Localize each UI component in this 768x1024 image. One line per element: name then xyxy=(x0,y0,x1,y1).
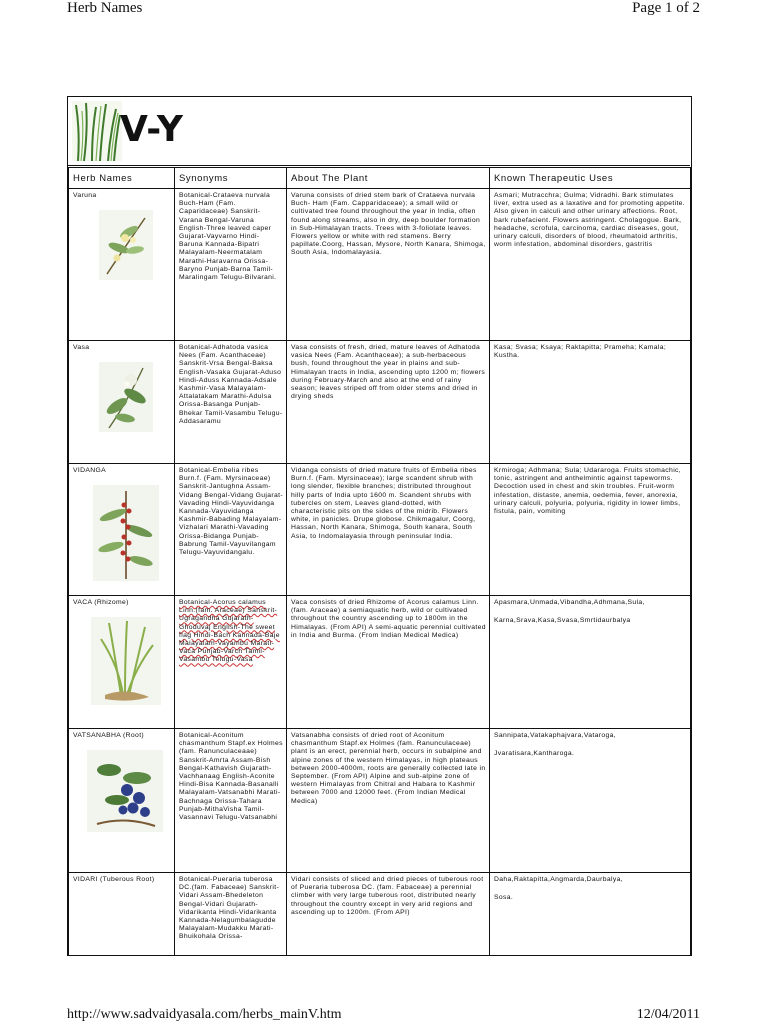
header-title: Herb Names xyxy=(67,0,143,16)
uses-cell xyxy=(490,729,691,873)
uses-text: Sosa. xyxy=(494,894,514,902)
herb-name-cell xyxy=(69,464,175,596)
col-header-about: About The Plant xyxy=(287,168,490,189)
herb-name: Varuna xyxy=(73,192,97,199)
about-cell: Vaca consists of dried Rhizome of Acorus calamus Linn.(fam. Araceae) a semiaquatic herb, wild or cultivated throughout the country ascending up to 1800m in the Himalayas. (From API) A semi-aquatic perennial cultivated in India and Burma. (From Indian Medical Medica) xyxy=(287,596,490,729)
herb-table-frame xyxy=(67,96,692,956)
herb-table xyxy=(68,167,691,956)
uses-text: Jvaratisara,Kantharoga. xyxy=(494,750,575,758)
synonyms-cell: Botanical-Acorus calamus Linn.(fam. Araceae) Sanskrit-Ugragandha Gujarath-Ghoduvaj English-The sweet flag Hindi-Bach Kannada-Baje Malayalam-Vayambu Marati-Vaca Punjab-Varch Tamil-Vasambu Telugu-Vasa xyxy=(175,596,287,729)
herb-name: VIDANGA xyxy=(73,467,107,474)
varuna-plant-image xyxy=(99,210,153,280)
herb-name-cell xyxy=(69,596,175,729)
banner-title: V-Y xyxy=(120,109,184,150)
herb-name: VIDARI (Tuberous Root) xyxy=(73,876,155,883)
uses-text: Krmiroga; Adhmana; Sula; Udararoga. Fruits stomachic, tonic, astringent and anthelmintic against tapeworms. Decoction used in chest and skin troubles. Fruit-worm infestation, distaste, anemia, oedemia, fever, anorexia, urinary calculi, polyuria, polyuria, rigidity in lower limbs, fistula, pain, vomiting xyxy=(494,467,682,516)
about-cell: Vidanga consists of dried mature fruits of Embelia ribes Burn.f. (Fam. Myrsinaceae); large scandent shrub with long slender, flexible branches; distributed throughout hilly parts of India upto 1600 m. Scandent shrubs with tubercles on stem, Leaves gland-dotted, with characteristic pits on the sides of the midrib. Flowers white, in panicles. Drupe globose. Chikmagalur, Coorg, Hassan, North Kanara, Shimoga, South kanara, South Asia, to Indomalayasia through peninsular India. xyxy=(287,464,490,596)
about-cell: Vidari consists of sliced and dried pieces of tuberous root of Pueraria tuberosa DC. (fam. Fabaceae) a perennial climber with very large tuberous root, distributed nearly throughout the country except in very arid regions and ascending up to 1200m. (From API) xyxy=(287,873,490,957)
vidanga-plant-image xyxy=(93,485,159,581)
table-row xyxy=(69,596,691,729)
uses-cell xyxy=(490,189,691,341)
herb-name-cell xyxy=(69,341,175,464)
herb-name: VATSANABHA (Root) xyxy=(73,732,145,739)
uses-text: Daha,Raktapitta,Angmarda,Daurbalya, xyxy=(494,876,623,883)
about-cell: Vasa consists of fresh, dried, mature leaves of Adhatoda vasica Nees (Fam. Acanthaceae); a sub-herbaceous bush, found throughout the year in plains and sub-Himalayan tracts in India, ascending upto 1200 m; flowers during February-March and also at the end of rainy season; leaves striped off from older stems and dried in drying sheds xyxy=(287,341,490,464)
uses-cell xyxy=(490,596,691,729)
table-row xyxy=(69,464,691,596)
synonyms-cell: Botanical-Adhatoda vasica Nees (Fam. Acanthaceae) Sanskrit-Vrsa Bengal-Baksa English-Vasaka Gujarat-Aduso Hindi-Aduss Kannada-Adsale Kashmir-Vasa Malayalam-Attalatakam Marathi-Adulsa Orissa-Basanga Punjab-Bhekar Tamil-Vasambu Telugu-Addasaramu xyxy=(175,341,287,464)
footer-date: 12/04/2011 xyxy=(636,1007,700,1022)
col-header-synonyms: Synonyms xyxy=(175,168,287,189)
uses-cell xyxy=(490,341,691,464)
synonyms-cell: Botanical-Pueraria tuberosa DC.(fam. Fabaceae) Sanskrit-Vidari Assam-Bhedeleton Bengal-Vidari Gujarath-Vidarikanta Hindi-Vidarikanta Kannada-Nelagumbalagudde Malayalam-Mudakku Marati-Bhuikohala Orissa- xyxy=(175,873,287,957)
synonyms-cell: Botanical-Embelia ribes Burn.f. (Fam. Myrsinaceae) Sanskrit-Jantughna Assam-Vidang Bengal-Vidang Gujarat-Vavading Hindi-Vayuvidanga Kannada-Vayuvidanga Kashmir-Babading Malayalam-Vizhalari Marathi-Vavading Orissa-Bidanga Punjab-Babrung Tamil-Vayuvilangam Telugu-Vayuvidangalu. xyxy=(175,464,287,596)
herb-name: VACA (Rhizome) xyxy=(73,599,129,606)
col-header-uses: Known Therapeutic Uses xyxy=(490,168,691,189)
herb-name-cell xyxy=(69,729,175,873)
table-row xyxy=(69,189,691,341)
uses-text: Asmari; Mutracchra; Gulma; Vidradhi. Bark stimulates liver, extra used as a laxative and for promoting appetite. Also given in calculi and other urinary affections. Root, bark rubefacient. Flowers astringent. Cholagogue. Bark, headache, scrofula, carcinoma, cardiac diseases, gout, urinary calculi, disorders of blood, rheumatoid arthritis, worm infestation, abdominal disorders, gastritis xyxy=(494,192,686,249)
herb-name-cell xyxy=(69,189,175,341)
synonyms-cell: Botanical-Aconitum chasmanthum Stapf.ex Holmes (fam. Ranunculaceaae) Sanskrit-Amrta Assam-Bish Bengal-Kathavish Gujarath-Vachhanaag English-Aconite Hindi-Bisa Kannada-Basanalli Malayalam-Vatsanabhi Marati-Bachnaga Orissa-Tahara Punjab-MithaVisha Tamil-Vasannavi Telugu-Vatsanabhi xyxy=(175,729,287,873)
grass-banner-image xyxy=(72,101,122,161)
herb-name: Vasa xyxy=(73,344,90,351)
table-row xyxy=(69,873,691,957)
about-cell: Varuna consists of dried stem bark of Crataeva nurvala Buch- Ham (Fam. Capparidaceae); a small wild or cultivated tree found throughout the year in India, often found along streams, also in dry, deep boulder formation in Sub-Himalayan tracts. Trees with 3-foliolate leaves. Flowers yellow or white with red stamens. Berry papillate.Coorg, Hassan, Mysore, North Kanara, Shimoga, South Asia, Indomalayasia. xyxy=(287,189,490,341)
table-row xyxy=(69,341,691,464)
vatsanabha-plant-image xyxy=(87,750,163,832)
uses-cell xyxy=(490,873,691,957)
vasa-plant-image xyxy=(99,362,153,432)
table-header-row xyxy=(69,168,691,189)
uses-text: Karna,Srava,Kasa,Svasa,Smrtidaurbalya xyxy=(494,617,631,625)
about-cell: Vatsanabha consists of dried root of Aconitum chasmanthum Stapf.ex Holmes (fam. Ranunculaceae) plant is an erect, perennial herb, occurs in subalpine and alpine zones of the western Himalayas, in high plateaus between 2000-4000m, roots are generally collected late in September. (From API) Alpine and sub-alpine zone of western Himalayas from Chitral and Habara to Kashmir between 7000 and 12000 feet. (From Indian Medical Medica) xyxy=(287,729,490,873)
page-number: Page 1 of 2 xyxy=(632,0,700,16)
footer-url: http://www.sadvaidyasala.com/herbs_mainV.htm xyxy=(67,1007,342,1022)
uses-cell xyxy=(490,464,691,596)
table-row xyxy=(69,729,691,873)
herb-name-cell xyxy=(69,873,175,957)
vaca-plant-image xyxy=(91,617,161,705)
banner xyxy=(68,97,690,166)
uses-text: Sannipata,Vatakaphajvara,Vataroga, xyxy=(494,732,616,739)
synonyms-cell: Botanical-Crataeva nurvala Buch-Ham (Fam. Caparidaceae) Sanskrit-Varana Bengal-Varuna English-Three leaved caper Gujarat-Vayvarno Hindi-Baruna Kannada-Bipatri Malayalam-Neermatalam Marathi-Haravarna Orissa-Baryno Punjab-Barna Tamil-Maralingam Telugu-Bilvarani. xyxy=(175,189,287,341)
col-header-herb-names: Herb Names xyxy=(69,168,175,189)
uses-text: Apasmara,Unmada,Vibandha,Adhmana,Sula, xyxy=(494,599,645,606)
uses-text: Kasa; Svasa; Ksaya; Raktapitta; Prameha; Kamala; Kustha. xyxy=(494,344,667,360)
